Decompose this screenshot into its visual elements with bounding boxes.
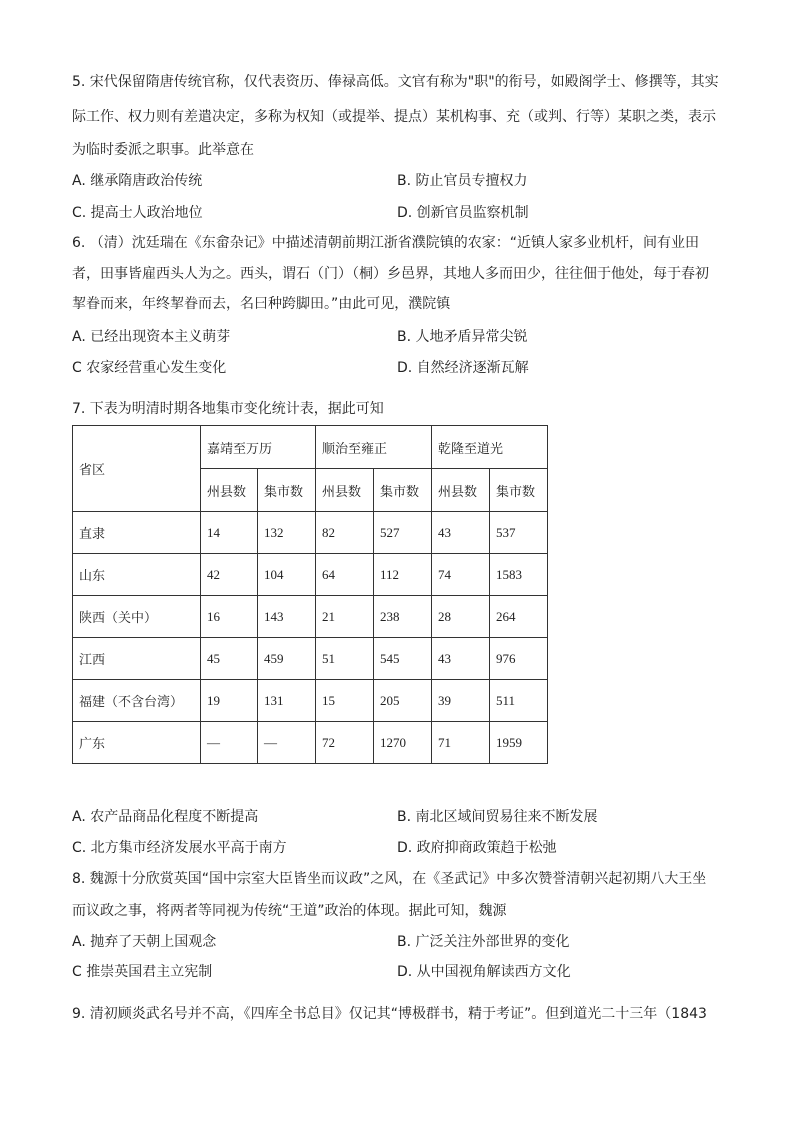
q5-stem-line-3: 为临时委派之职事。此举意在	[72, 142, 254, 158]
q8-stem-line-2: 而议政之事，将两者等同视为传统“王道”政治的体现。据此可知，魏源	[72, 903, 507, 919]
table-cell-province: 陕西（关中）	[73, 596, 201, 638]
table-cell-value: 43	[432, 638, 490, 680]
q8-option-c: C 推崇英国君主立宪制	[72, 964, 213, 980]
table-cell-value: 1583	[490, 554, 548, 596]
table-cell-value: 238	[374, 596, 432, 638]
table-cell-value: 104	[258, 554, 316, 596]
market-statistics-table	[72, 425, 548, 764]
table-cell-value: 45	[201, 638, 258, 680]
table-cell-value: 28	[432, 596, 490, 638]
table-cell-value: 19	[201, 680, 258, 722]
table-cell-value: 264	[490, 596, 548, 638]
q6-stem-line-2: 者，田事皆雇西头人为之。西头，谓石（门）（桐）乡邑界，其地人多而田少，往往佃于他处，每于春初	[72, 266, 709, 282]
table-header-period: 顺治至雍正	[316, 426, 432, 469]
q6-option-d: D. 自然经济逐渐瓦解	[397, 360, 529, 376]
table-header-period: 乾隆至道光	[432, 426, 548, 469]
table-cell-value: 976	[490, 638, 548, 680]
table-cell-value: 43	[432, 512, 490, 554]
table-row	[73, 596, 548, 638]
table-cell-value: —	[258, 722, 316, 764]
table-cell-province: 江西	[73, 638, 201, 680]
table-cell-value: —	[201, 722, 258, 764]
table-cell-value: 205	[374, 680, 432, 722]
q5-option-d: D. 创新官员监察机制	[397, 205, 529, 221]
q6-stem-line-1: 6. （清）沈廷瑞在《东畲杂记》中描述清朝前期江浙省濮院镇的农家：“近镇人家多业机杆，间有业田	[72, 235, 700, 251]
table-cell-province: 山东	[73, 554, 201, 596]
table-subheader: 集市数	[374, 469, 432, 512]
table-cell-province: 广东	[73, 722, 201, 764]
table-subheader: 州县数	[432, 469, 490, 512]
table-cell-value: 39	[432, 680, 490, 722]
table-subheader: 州县数	[316, 469, 374, 512]
q8-option-d: D. 从中国视角解读西方文化	[397, 964, 571, 980]
table-row	[73, 512, 548, 554]
q8-option-b: B. 广泛关注外部世界的变化	[397, 934, 570, 950]
table-subheader: 集市数	[490, 469, 548, 512]
q8-option-a: A. 抛弃了天朝上国观念	[72, 934, 217, 950]
table-cell-province: 福建（不含台湾）	[73, 680, 201, 722]
table-cell-value: 1959	[490, 722, 548, 764]
table-subheader: 州县数	[201, 469, 258, 512]
q6-option-a: A. 已经出现资本主义萌芽	[72, 329, 231, 345]
table-row	[73, 554, 548, 596]
table-cell-value: 21	[316, 596, 374, 638]
table-cell-value: 511	[490, 680, 548, 722]
table-cell-value: 14	[201, 512, 258, 554]
q7-option-d: D. 政府抑商政策趋于松弛	[397, 840, 557, 856]
q5-option-c: C. 提高士人政治地位	[72, 205, 203, 221]
table-cell-value: 82	[316, 512, 374, 554]
table-row	[73, 638, 548, 680]
q9-stem-line-1: 9. 清初顾炎武名号并不高，《四库全书总目》仅记其“博极群书，精于考证”。但到道光二十三年（1843	[72, 1006, 707, 1022]
q5-stem-line-2: 际工作、权力则有差遣决定，多称为权知（或提举、提点）某机构事、充（或判、行等）某职之类，表示	[72, 109, 716, 125]
table-header-period: 嘉靖至万历	[201, 426, 316, 469]
table-cell-value: 132	[258, 512, 316, 554]
table-cell-value: 72	[316, 722, 374, 764]
q6-option-c: C 农家经营重心发生变化	[72, 360, 227, 376]
q7-option-b: B. 南北区域间贸易往来不断发展	[397, 809, 598, 825]
table-row	[73, 680, 548, 722]
table-cell-value: 42	[201, 554, 258, 596]
q7-option-a: A. 农产品商品化程度不断提高	[72, 809, 259, 825]
table-cell-value: 112	[374, 554, 432, 596]
q8-stem-line-1: 8. 魏源十分欣赏英国“国中宗室大臣皆坐而议政”之风，在《圣武记》中多次赞誉清朝兴起初期八大王坐	[72, 871, 707, 887]
table-cell-value: 459	[258, 638, 316, 680]
table-cell-value: 545	[374, 638, 432, 680]
q5-stem-line-1: 5. 宋代保留隋唐传统官称，仅代表资历、俸禄高低。文官有称为"职"的衔号，如殿阁学士、修撰等，其实	[72, 74, 719, 90]
table-cell-value: 71	[432, 722, 490, 764]
table-cell-value: 131	[258, 680, 316, 722]
q5-option-a: A. 继承隋唐政治传统	[72, 173, 203, 189]
table-cell-value: 15	[316, 680, 374, 722]
table-cell-value: 527	[374, 512, 432, 554]
q6-stem-line-3: 挈眷而来，年终挈眷而去，名曰种跨脚田。”由此可见，濮院镇	[72, 296, 451, 312]
q5-option-b: B. 防止官员专擅权力	[397, 173, 528, 189]
q6-option-b: B. 人地矛盾异常尖锐	[397, 329, 528, 345]
table-cell-value: 51	[316, 638, 374, 680]
table-cell-value: 64	[316, 554, 374, 596]
q7-option-c: C. 北方集市经济发展水平高于南方	[72, 840, 287, 856]
table-cell-value: 74	[432, 554, 490, 596]
table-cell-province: 直隶	[73, 512, 201, 554]
q7-stem: 7. 下表为明清时期各地集市变化统计表，据此可知	[72, 401, 384, 417]
table-body	[73, 512, 548, 764]
table-subheader: 集市数	[258, 469, 316, 512]
table-header-province: 省区	[73, 426, 201, 512]
table-row	[73, 722, 548, 764]
table-cell-value: 537	[490, 512, 548, 554]
table-cell-value: 1270	[374, 722, 432, 764]
table-cell-value: 16	[201, 596, 258, 638]
table-cell-value: 143	[258, 596, 316, 638]
